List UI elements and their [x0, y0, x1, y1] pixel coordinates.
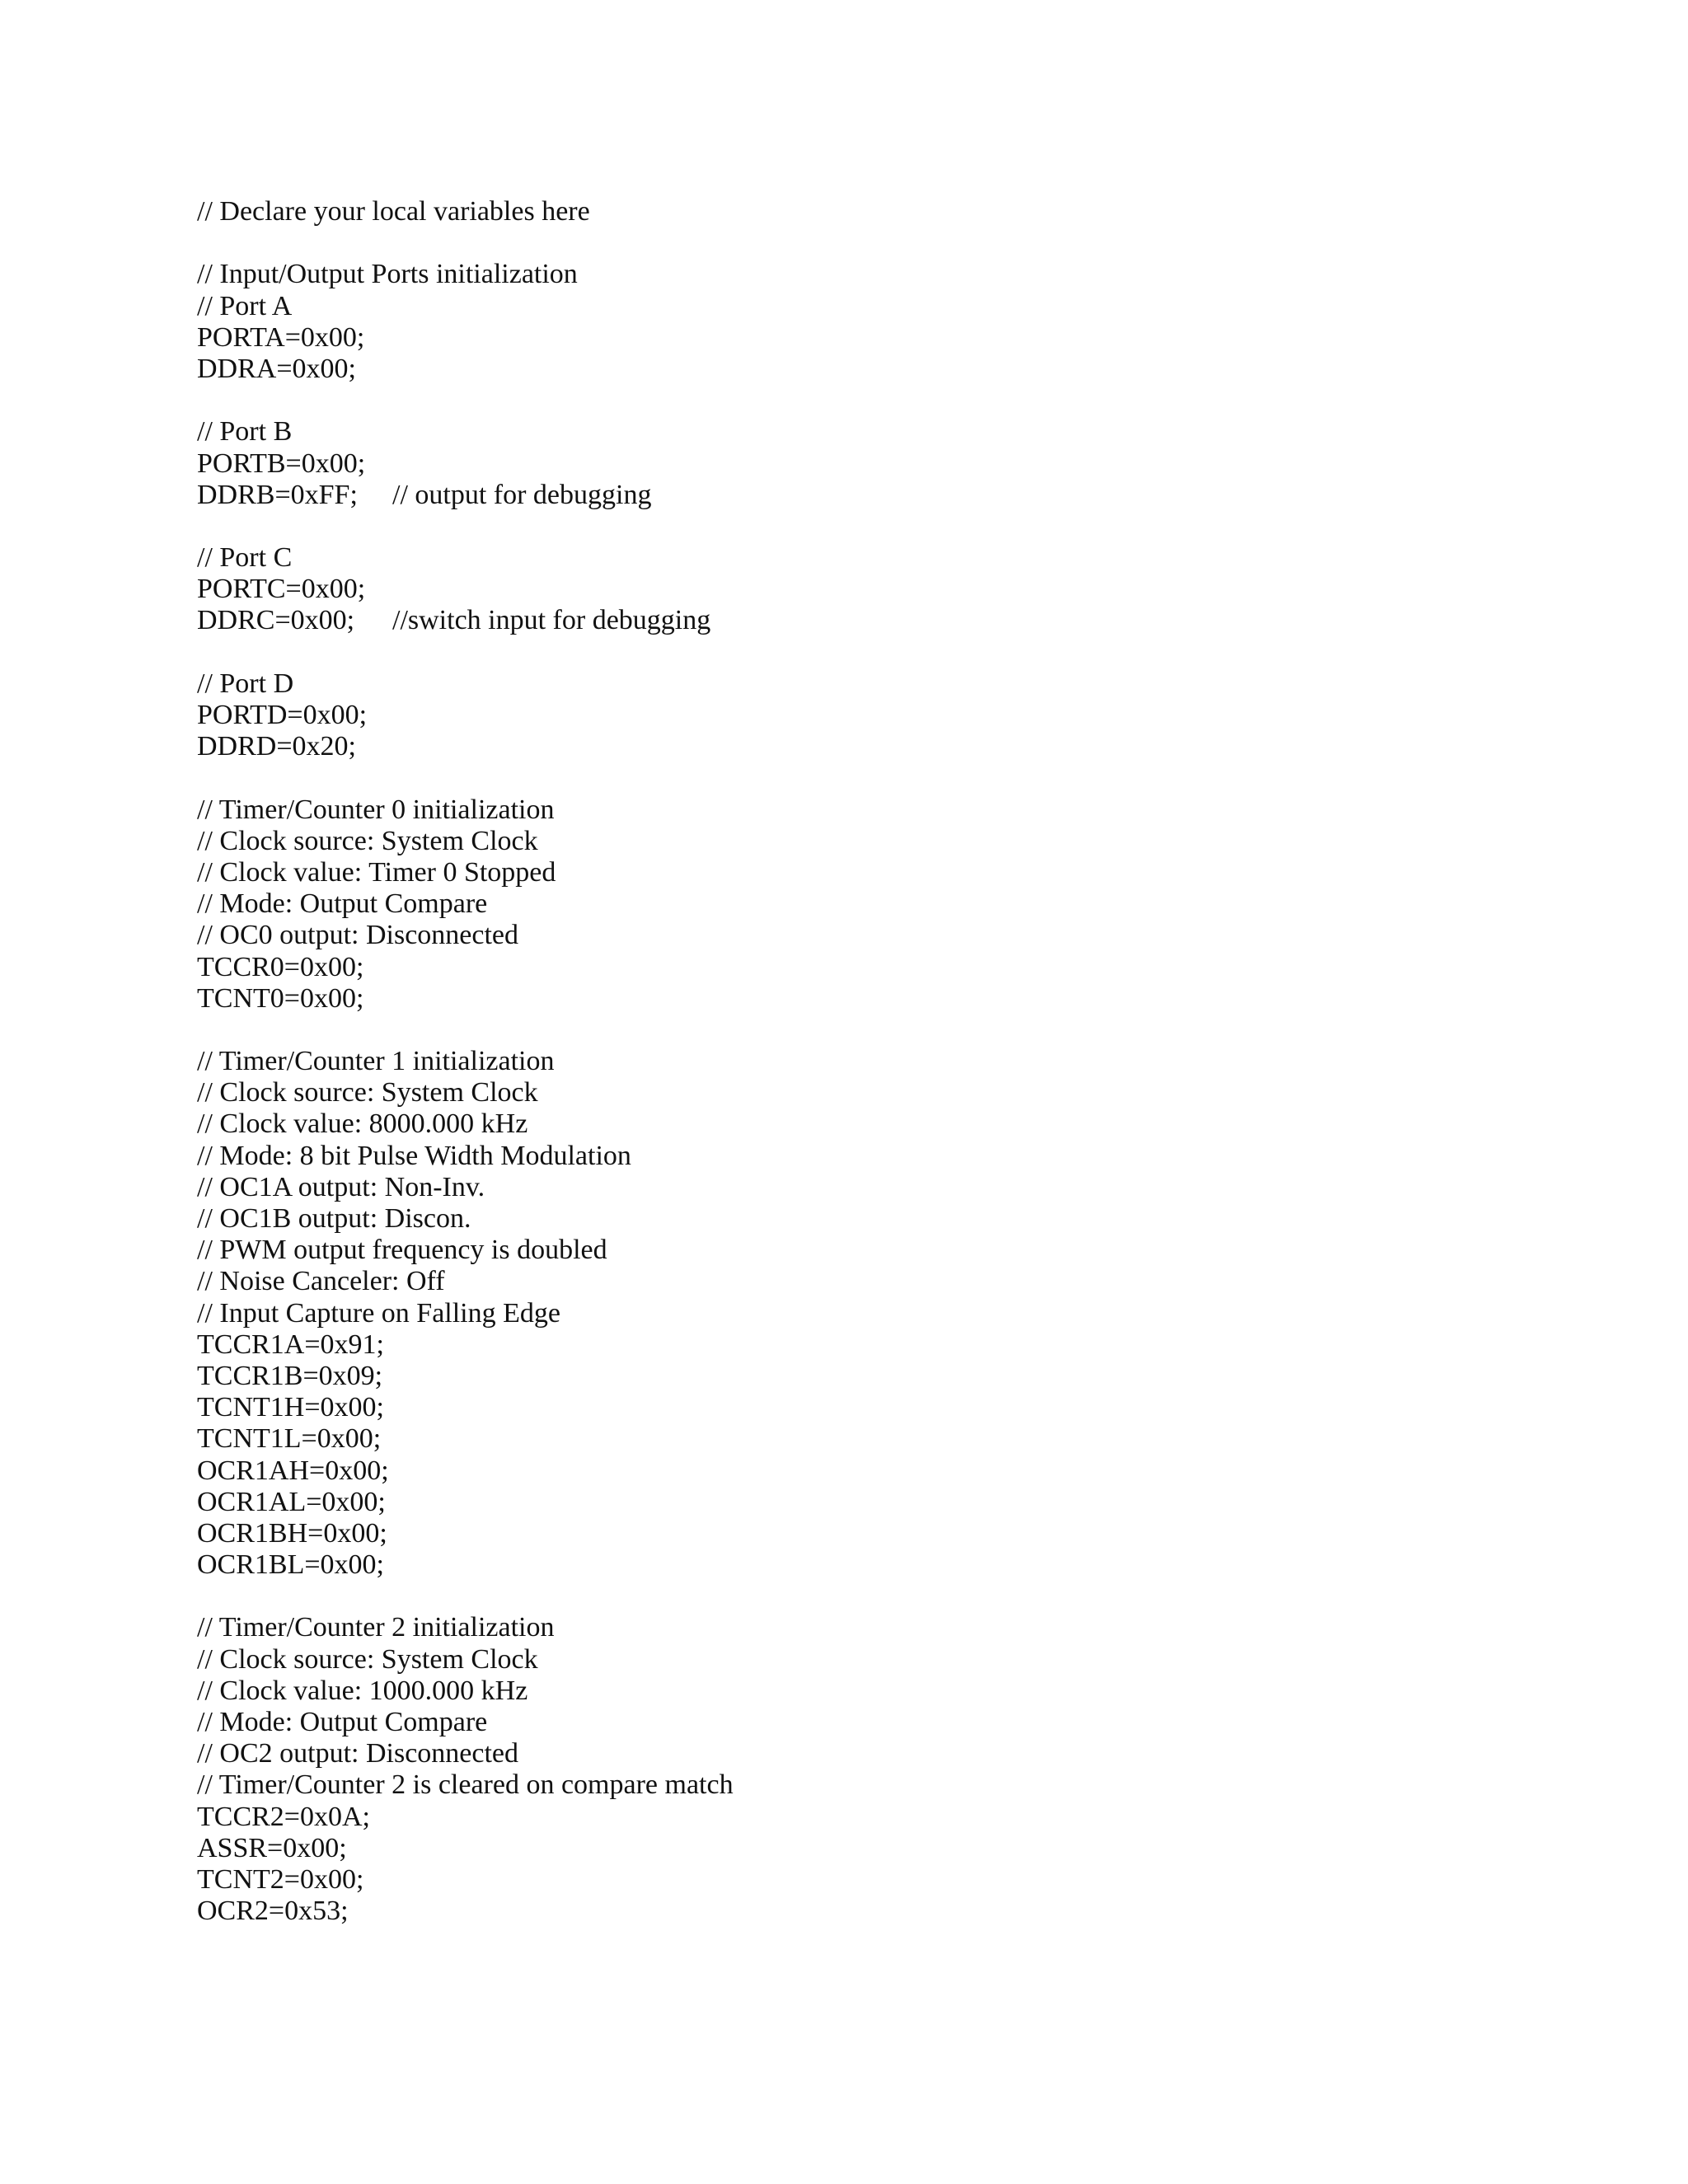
blank-line [197, 762, 1516, 794]
inline-comment: //switch input for debugging [392, 605, 711, 636]
code-line [197, 794, 1516, 826]
code-text: // Noise Canceler: Off [197, 1266, 445, 1297]
code-text: // Port A [197, 290, 293, 321]
code-text: // Clock source: System Clock [197, 1077, 538, 1108]
code-text: // Mode: 8 bit Pulse Width Modulation [197, 1140, 631, 1171]
code-line [197, 354, 1516, 385]
code-line [197, 920, 1516, 951]
code-text: // Clock value: 8000.000 kHz [197, 1108, 528, 1140]
code-line [197, 1392, 1516, 1423]
blank-line [197, 1015, 1516, 1046]
code-text: // Clock source: System Clock [197, 1643, 538, 1675]
code-line [197, 1266, 1516, 1297]
code-text: // Clock source: System Clock [197, 825, 538, 856]
code-text: PORTC=0x00; [197, 574, 366, 605]
blank-line [197, 385, 1516, 416]
code-text: PORTD=0x00; [197, 700, 368, 730]
code-line [197, 1738, 1516, 1769]
code-line [197, 1141, 1516, 1172]
code-text: TCNT2=0x00; [197, 1863, 364, 1895]
code-line [197, 480, 1516, 511]
code-text: // Mode: Output Compare [197, 888, 488, 920]
code-line [197, 416, 1516, 448]
code-text: DDRC=0x00; [197, 605, 355, 636]
code-text: TCNT1L=0x00; [197, 1423, 382, 1455]
code-text: OCR2=0x53; [197, 1896, 349, 1927]
code-text: ASSR=0x00; [197, 1832, 347, 1863]
code-text: DDRB=0xFF; [197, 479, 358, 510]
code-text: // Declare your local variables here [197, 196, 590, 227]
code-text: OCR1AH=0x00; [197, 1455, 389, 1486]
code-line [197, 1423, 1516, 1455]
code-text: TCNT1H=0x00; [197, 1392, 384, 1423]
code-line [197, 668, 1516, 700]
code-text: TCCR0=0x00; [197, 951, 364, 982]
code-text: // Mode: Output Compare [197, 1707, 488, 1737]
code-line [197, 826, 1516, 857]
code-line [197, 700, 1516, 731]
code-line [197, 259, 1516, 290]
code-line [197, 1108, 1516, 1140]
code-line [197, 1235, 1516, 1266]
code-line [197, 1361, 1516, 1392]
code-text: DDRD=0x20; [197, 731, 356, 762]
code-line [197, 542, 1516, 574]
code-line [197, 1298, 1516, 1329]
code-text: // Port C [197, 542, 293, 574]
code-line [197, 1644, 1516, 1675]
code-line [197, 1455, 1516, 1487]
code-text: // Port B [197, 416, 293, 448]
code-text: OCR1BL=0x00; [197, 1549, 384, 1581]
code-text: TCCR2=0x0A; [197, 1801, 370, 1832]
code-line [197, 322, 1516, 354]
code-line [197, 196, 1516, 227]
code-line [197, 1046, 1516, 1077]
code-line [197, 1769, 1516, 1801]
code-text: // PWM output frequency is doubled [197, 1235, 607, 1266]
code-line [197, 1896, 1516, 1927]
code-line [197, 731, 1516, 762]
code-text: // Input/Output Ports initialization [197, 259, 578, 290]
code-text: // Timer/Counter 0 initialization [197, 794, 555, 825]
code-text: // OC1A output: Non-Inv. [197, 1171, 485, 1202]
code-line [197, 1077, 1516, 1108]
code-line [197, 448, 1516, 480]
code-line [197, 574, 1516, 605]
code-document [197, 196, 1516, 1927]
code-text: OCR1BH=0x00; [197, 1517, 387, 1549]
code-text: // OC1B output: Discon. [197, 1203, 471, 1234]
code-text: // Clock value: 1000.000 kHz [197, 1675, 528, 1706]
blank-line [197, 227, 1516, 259]
blank-line [197, 511, 1516, 542]
code-line [197, 983, 1516, 1015]
code-line [197, 605, 1516, 636]
code-line [197, 857, 1516, 888]
code-line [197, 1549, 1516, 1581]
code-line [197, 1172, 1516, 1203]
code-text: // Clock value: Timer 0 Stopped [197, 856, 556, 888]
code-line [197, 888, 1516, 920]
code-line [197, 1802, 1516, 1833]
code-text: DDRA=0x00; [197, 353, 356, 384]
code-line [197, 291, 1516, 322]
code-text: // OC2 output: Disconnected [197, 1738, 519, 1769]
code-line [197, 1487, 1516, 1518]
code-text: PORTB=0x00; [197, 448, 366, 479]
code-text: TCCR1B=0x09; [197, 1360, 383, 1391]
code-text: // Port D [197, 668, 294, 699]
blank-line [197, 637, 1516, 668]
code-text: PORTA=0x00; [197, 321, 365, 353]
code-text: OCR1AL=0x00; [197, 1486, 386, 1517]
code-line [197, 1518, 1516, 1549]
code-text: // OC0 output: Disconnected [197, 920, 519, 951]
code-text: // Timer/Counter 2 is cleared on compare match [197, 1769, 734, 1801]
code-line [197, 1612, 1516, 1643]
code-text: // Timer/Counter 1 initialization [197, 1046, 555, 1077]
code-line [197, 1833, 1516, 1864]
code-text: // Input Capture on Falling Edge [197, 1297, 560, 1329]
code-line [197, 1203, 1516, 1235]
code-text: TCNT0=0x00; [197, 982, 364, 1014]
blank-line [197, 1581, 1516, 1612]
code-line [197, 1707, 1516, 1738]
code-line [197, 1864, 1516, 1896]
code-line [197, 952, 1516, 983]
inline-comment: // output for debugging [392, 479, 652, 510]
code-line [197, 1329, 1516, 1361]
code-line [197, 1675, 1516, 1707]
code-text: TCCR1A=0x91; [197, 1329, 384, 1360]
code-text: // Timer/Counter 2 initialization [197, 1612, 555, 1643]
